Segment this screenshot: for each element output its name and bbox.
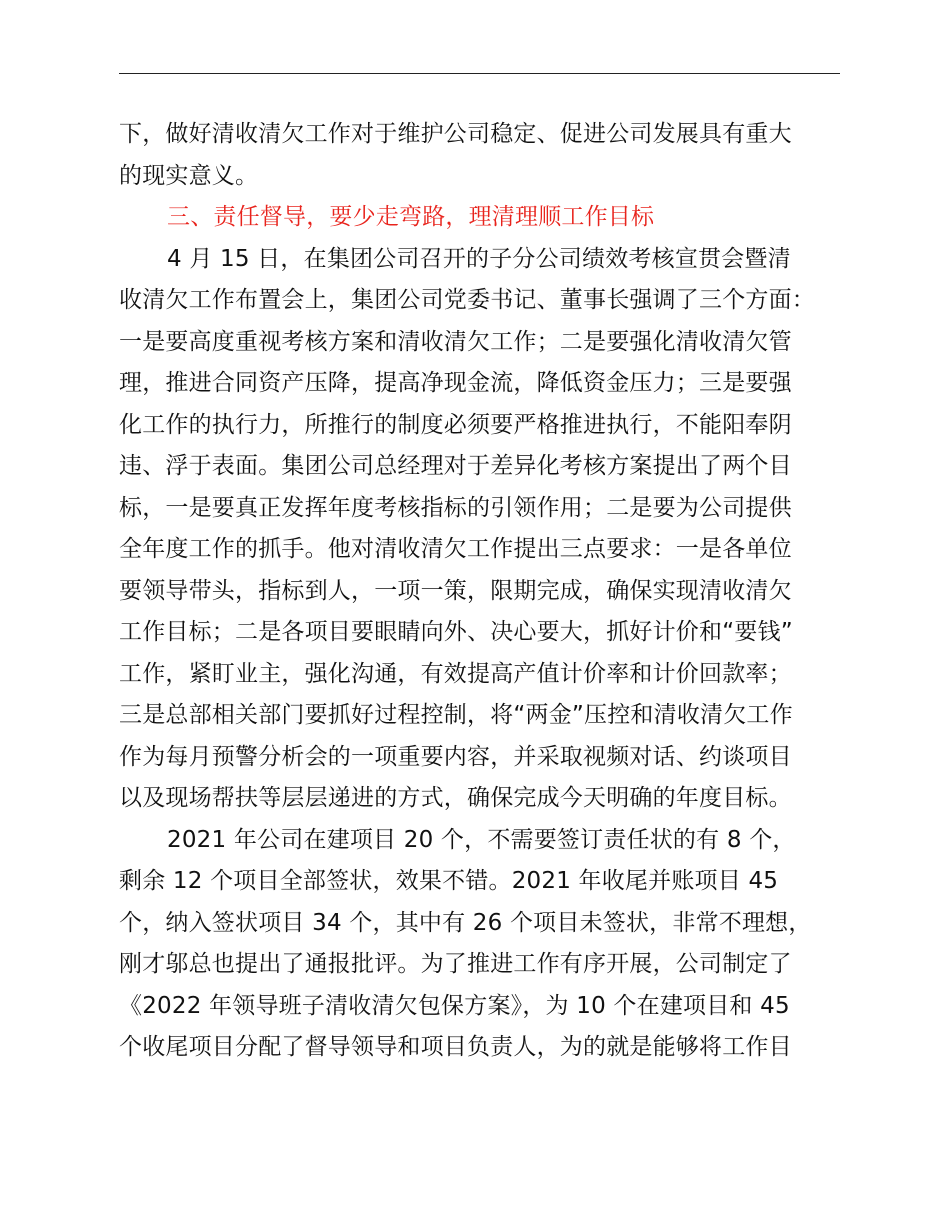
body-line: 一是要高度重视考核方案和清收清欠工作；二是要强化清收清欠管: [119, 328, 792, 355]
body-line: 的现实意义。: [119, 162, 259, 189]
body-line: 理，推进合同资产压降，提高净现金流，降低资金压力；三是要强: [119, 370, 792, 396]
body-line: 化工作的执行力，所推行的制度必须要严格推进执行，不能阳奉阴: [119, 411, 792, 438]
body-line: 标，一是要真正发挥年度考核指标的引领作用；二是要为公司提供: [119, 494, 792, 521]
body-line: 下，做好清收清欠工作对于维护公司稳定、促进公司发展具有重大: [119, 121, 792, 147]
body-line: 收清欠工作布置会上，集团公司党委书记、董事长强调了三个方面：: [119, 287, 815, 313]
header-rule: [119, 73, 840, 74]
body-line: 工作，紧盯业主，强化沟通，有效提高产值计价率和计价回款率；: [119, 660, 792, 687]
body-line: 刚才邬总也提出了通报批评。为了推进工作有序开展，公司制定了: [119, 951, 792, 977]
body-line: 以及现场帮扶等层层递进的方式，确保完成今天明确的年度目标。: [119, 785, 792, 811]
paragraph-start-line: 4 月 15 日，在集团公司召开的子分公司绩效考核宣贯会暨清: [167, 245, 791, 272]
document-body: [119, 114, 840, 1069]
body-line: 个，纳入签状项目 34 个，其中有 26 个项目未签状，非常不理想，: [119, 909, 812, 936]
body-line: 工作目标；二是各项目要眼睛向外、决心要大，抓好计价和“要钱”: [119, 619, 793, 645]
section-heading: 三、责任督导，要少走弯路，理清理顺工作目标: [167, 204, 655, 230]
body-line: 违、浮于表面。集团公司总经理对于差异化考核方案提出了两个目: [119, 453, 792, 479]
body-line: 全年度工作的抓手。他对清收清欠工作提出三点要求：一是各单位: [119, 536, 792, 562]
body-line: 作为每月预警分析会的一项重要内容，并采取视频对话、约谈项目: [119, 743, 792, 770]
body-line: 个收尾项目分配了督导领导和项目负责人，为的就是能够将工作目: [119, 1034, 792, 1060]
body-line: 剩余 12 个项目全部签状，效果不错。2021 年收尾并账项目 45: [119, 868, 779, 894]
paragraph-start-line: 2021 年公司在建项目 20 个，不需要签订责任状的有 8 个，: [167, 826, 796, 853]
body-line: 三是总部相关部门要抓好过程控制，将“两金”压控和清收清欠工作: [119, 702, 793, 728]
body-line: 要领导带头，指标到人，一项一策，限期完成，确保实现清收清欠: [119, 577, 792, 604]
body-line: 《2022 年领导班子清收清欠包保方案》，为 10 个在建项目和 45: [119, 992, 790, 1019]
